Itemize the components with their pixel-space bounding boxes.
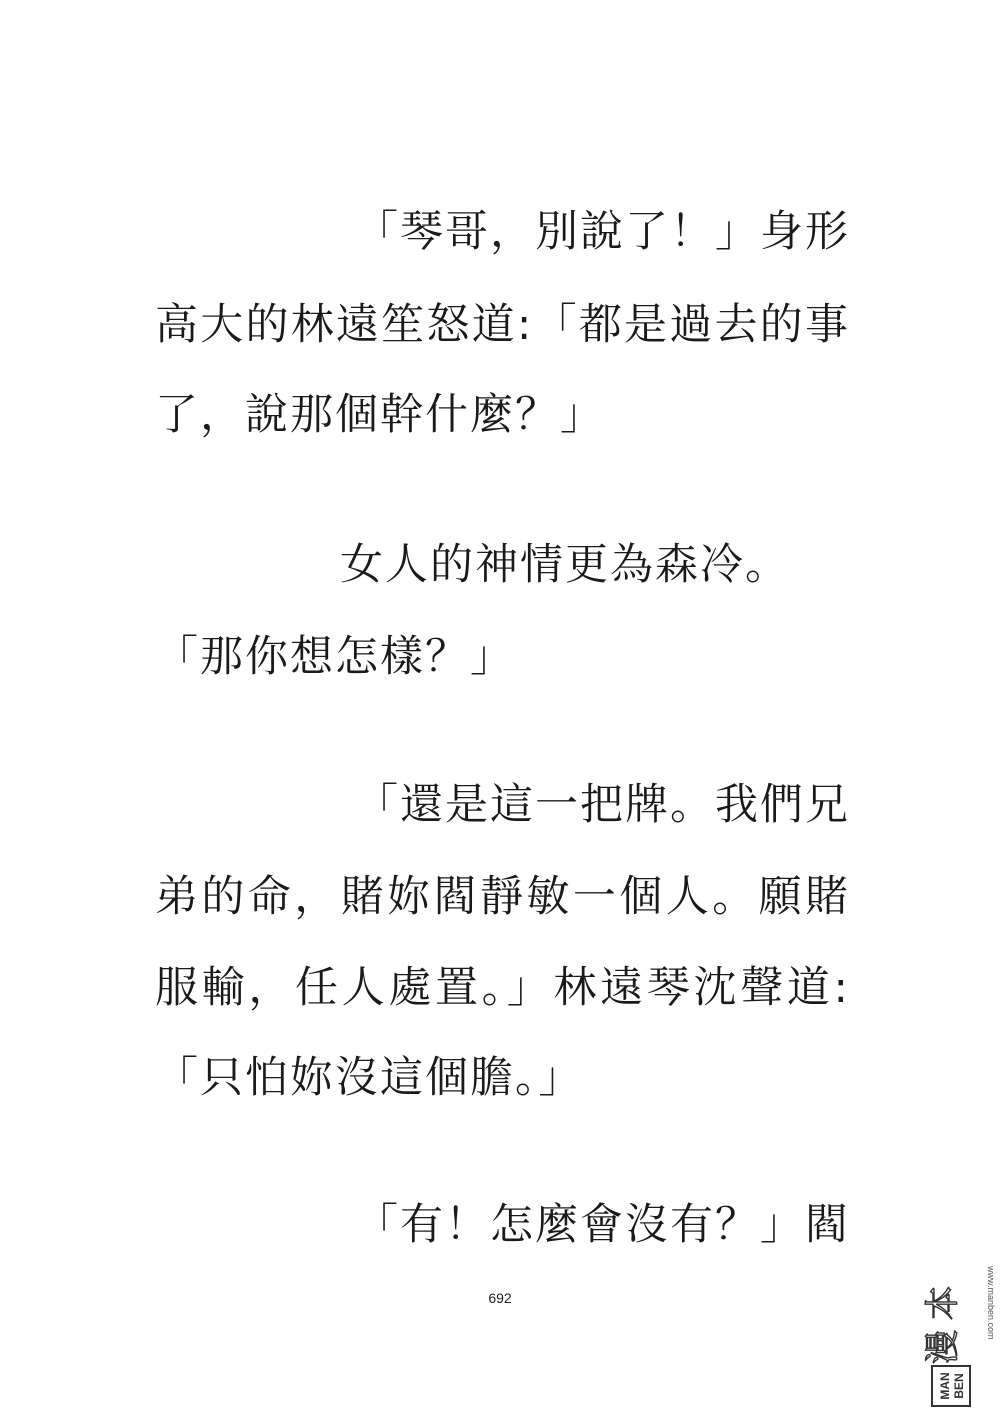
text-line-1: 「琴哥，別說了！」身形 — [355, 207, 850, 257]
text-line-7: 弟的命，賭妳閻靜敏一個人。願賭 — [155, 872, 850, 922]
text-line-4: 女人的神情更為森冷。 — [340, 540, 790, 590]
text-line-6: 「還是這一把牌。我們兄 — [355, 780, 850, 830]
watermark-block-ben: BEN — [952, 1373, 966, 1399]
watermark-block-man: MAN — [938, 1372, 952, 1400]
manben-watermark-logo — [923, 1262, 996, 1408]
watermark-brand-man: 漫 — [923, 1330, 963, 1364]
text-line-2: 高大的林遠笙怒道:「都是過去的事 — [155, 300, 850, 350]
text-line-9: 「只怕妳沒這個膽。」 — [155, 1053, 584, 1103]
watermark-url: www.manben.com — [986, 1266, 996, 1340]
text-line-5: 「那你想怎樣？」 — [155, 632, 515, 682]
text-line-10: 「有！怎麼會沒有？」閻 — [355, 1200, 850, 1250]
watermark-brand-ben: 本 — [923, 1286, 963, 1320]
text-line-3: 了，說那個幹什麼？」 — [155, 390, 605, 440]
page-number: 692 — [488, 1290, 512, 1306]
text-line-8: 服輸，任人處置。」林遠琴沈聲道: — [155, 963, 850, 1013]
